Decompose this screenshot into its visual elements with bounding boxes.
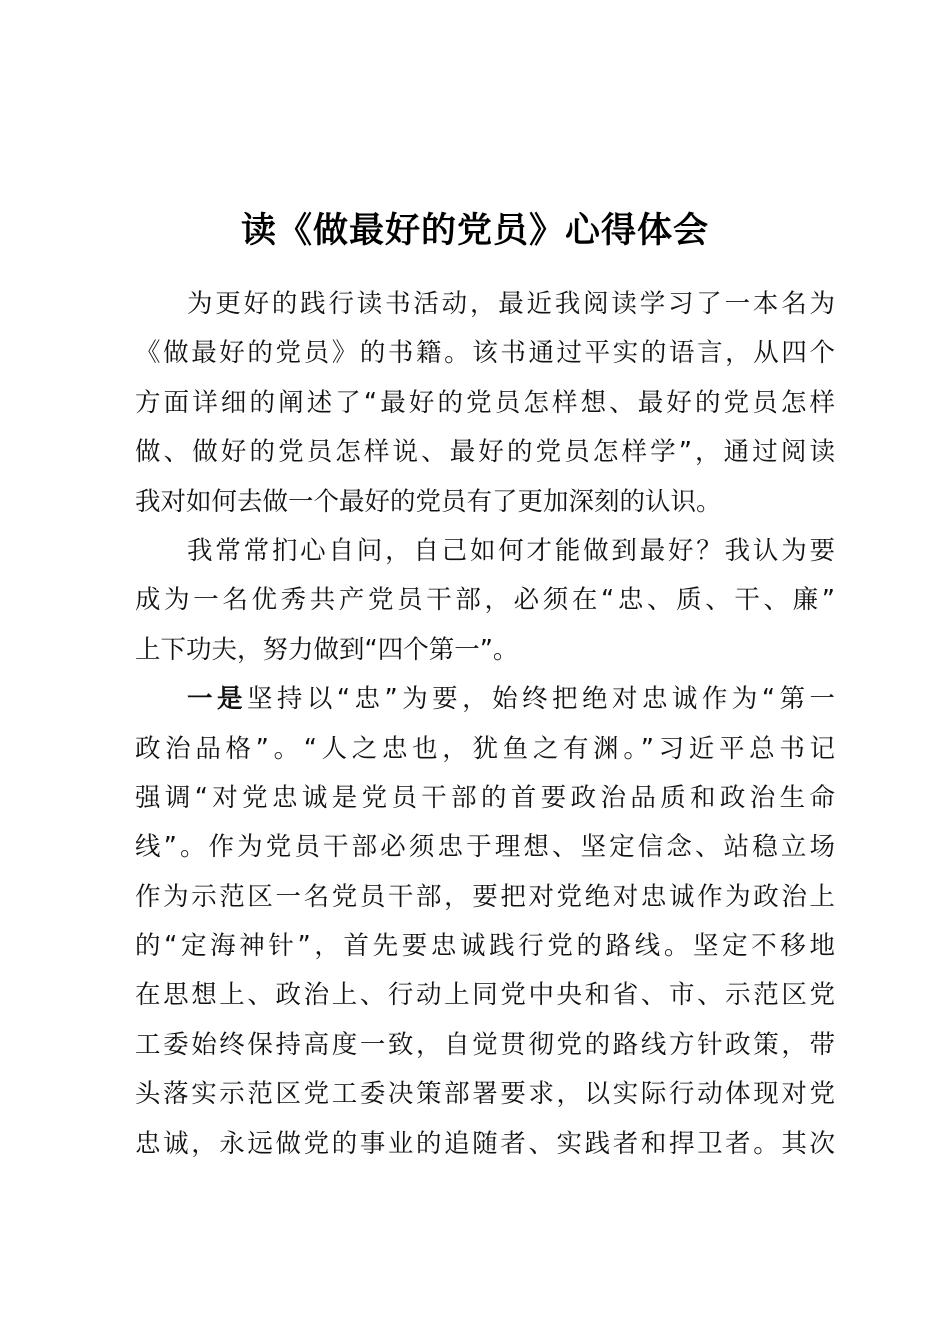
document-body bbox=[135, 280, 835, 1169]
paragraph-line: 的“定海神针”，首先要忠诚践行党的路线。坚定不移地 bbox=[135, 931, 835, 962]
paragraph-line: 强调“对党忠诚是党员干部的首要政治品质和政治生命 bbox=[135, 782, 835, 813]
paragraph-line: 政治品格”。“人之忠也，犹鱼之有渊。”习近平总书记 bbox=[135, 733, 835, 764]
paragraph-line: 忠诚，永远做党的事业的追随者、实践者和捍卫者。其次 bbox=[135, 1128, 835, 1159]
paragraph-line: 线”。作为党员干部必须忠于理想、坚定信念、站稳立场 bbox=[135, 832, 835, 863]
paragraph-line: 《做最好的党员》的书籍。该书通过平实的语言，从四个 bbox=[135, 338, 835, 369]
paragraph-line: 为更好的践行读书活动，最近我阅读学习了一本名为 bbox=[187, 289, 835, 319]
paragraph-line: 我对如何去做一个最好的党员有了更加深刻的认识。 bbox=[135, 486, 722, 517]
paragraph-line: 做、做好的党员怎样说、最好的党员怎样学”，通过阅读 bbox=[135, 437, 835, 468]
paragraph-line-rest: 坚持以“忠”为要，始终把绝对忠诚作为“第一 bbox=[246, 684, 835, 715]
paragraph-line: 头落实示范区党工委决策部署要求，以实际行动体现对党 bbox=[135, 1079, 835, 1110]
bold-lead-text: 一是 bbox=[187, 684, 247, 715]
paragraph-line-with-lead bbox=[135, 675, 835, 724]
paragraph-line: 成为一名优秀共产党员干部，必须在“忠、质、干、廉” bbox=[135, 585, 835, 616]
paragraph-line: 方面详细的阐述了“最好的党员怎样想、最好的党员怎样 bbox=[135, 387, 835, 418]
paragraph-line: 在思想上、政治上、行动上同党中央和省、市、示范区党 bbox=[135, 980, 835, 1011]
paragraph-line: 上下功夫，努力做到“四个第一”。 bbox=[135, 634, 519, 665]
document-title: 读《做最好的党员》心得体会 bbox=[240, 211, 709, 251]
paragraph-line: 工委始终保持高度一致，自觉贯彻党的路线方针政策，带 bbox=[135, 1029, 835, 1060]
paragraph-line: 我常常扪心自问，自己如何才能做到最好？我认为要 bbox=[187, 535, 835, 566]
paragraph-line: 作为示范区一名党员干部，要把对党绝对忠诚作为政治上 bbox=[135, 881, 835, 912]
